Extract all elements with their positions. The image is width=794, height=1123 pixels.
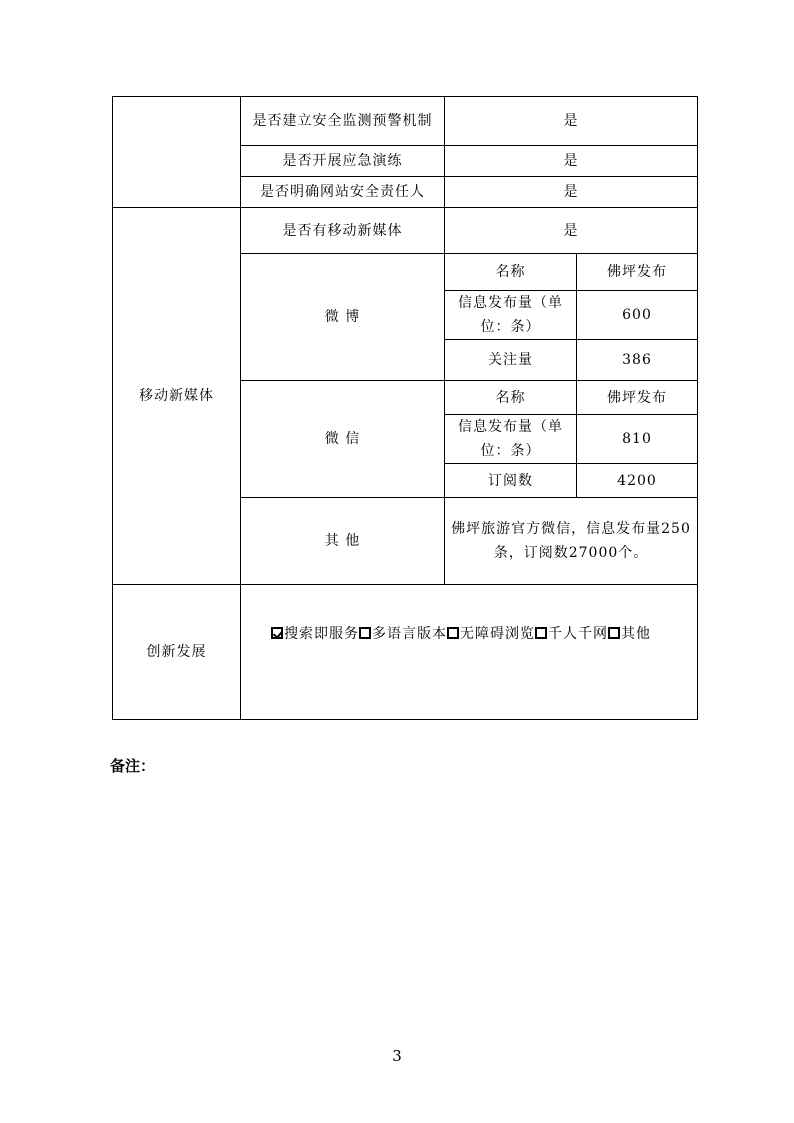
wechat-subs-value: 4200 — [577, 464, 698, 498]
option-multilingual: 多语言版本 — [372, 626, 447, 642]
wechat-subs-label: 订阅数 — [445, 464, 577, 498]
checked-box-icon[interactable] — [271, 627, 283, 639]
option-other: 其他 — [621, 626, 651, 642]
weibo-label: 微 博 — [241, 254, 445, 381]
checkbox-icon[interactable] — [359, 627, 371, 639]
wechat-name-value: 佛坪发布 — [577, 381, 698, 415]
has-mobile-label: 是否有移动新媒体 — [241, 208, 445, 254]
drill-label: 是否开展应急演练 — [241, 146, 445, 177]
weibo-name-label: 名称 — [445, 254, 577, 291]
innovation-category: 创新发展 — [113, 585, 241, 720]
weibo-followers-value: 386 — [577, 340, 698, 381]
weibo-name-value: 佛坪发布 — [577, 254, 698, 291]
other-value: 佛坪旅游官方微信，信息发布量250条，订阅数27000个。 — [445, 498, 698, 585]
monitoring-value: 是 — [445, 97, 698, 146]
weibo-followers-label: 关注量 — [445, 340, 577, 381]
checkbox-icon[interactable] — [447, 627, 459, 639]
weibo-posts-label: 信息发布量（单位：条） — [445, 291, 577, 340]
option-personalized: 千人千网 — [548, 626, 608, 642]
wechat-posts-value: 810 — [577, 415, 698, 464]
mobile-category: 移动新媒体 — [113, 208, 241, 585]
wechat-label: 微 信 — [241, 381, 445, 498]
innovation-options — [241, 585, 698, 720]
monitoring-label: 是否建立安全监测预警机制 — [241, 97, 445, 146]
option-search-service: 搜索即服务 — [284, 626, 359, 642]
has-mobile-value: 是 — [445, 208, 698, 254]
page-number: 3 — [392, 1047, 402, 1065]
note-label: 备注： — [110, 757, 156, 775]
checkbox-icon[interactable] — [535, 627, 547, 639]
weibo-posts-value: 600 — [577, 291, 698, 340]
responsible-value: 是 — [445, 177, 698, 208]
wechat-posts-label: 信息发布量（单位：条） — [445, 415, 577, 464]
other-label: 其 他 — [241, 498, 445, 585]
security-category-cell — [113, 97, 241, 208]
wechat-name-label: 名称 — [445, 381, 577, 415]
checkbox-icon[interactable] — [608, 627, 620, 639]
option-accessibility: 无障碍浏览 — [460, 626, 535, 642]
drill-value: 是 — [445, 146, 698, 177]
responsible-label: 是否明确网站安全责任人 — [241, 177, 445, 208]
report-table — [112, 96, 698, 720]
